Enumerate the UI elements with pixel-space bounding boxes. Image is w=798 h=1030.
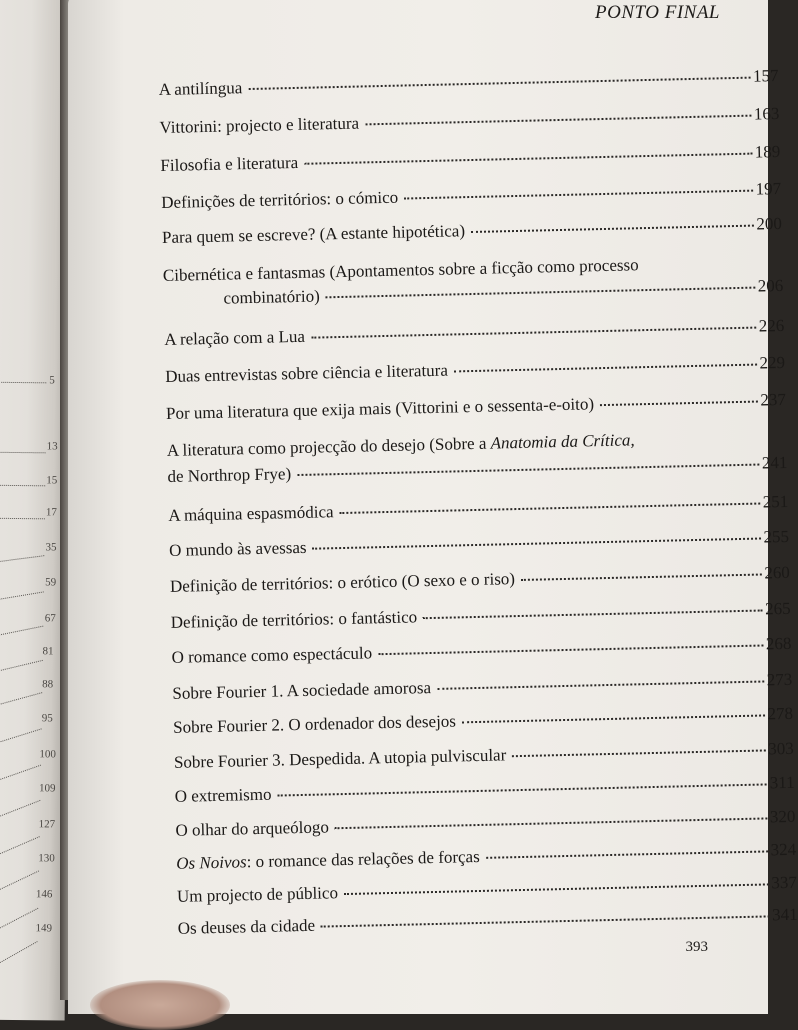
toc-entry-title-italic: Os Noivos xyxy=(176,852,247,873)
left-page-number: 15 xyxy=(46,474,58,487)
toc-leader-dots xyxy=(321,915,769,927)
leader-line xyxy=(0,728,42,742)
right-page xyxy=(68,0,798,1014)
toc-entry-title: Os deuses da cidade xyxy=(177,915,316,938)
toc-entry-title: O romance como espectáculo xyxy=(171,643,373,667)
toc-entry-page: 311 xyxy=(769,772,795,793)
toc-leader-dots xyxy=(600,401,757,407)
leader-line xyxy=(0,836,40,855)
leader-line xyxy=(0,941,38,964)
toc-entry-title-continued: combinatório) xyxy=(223,286,320,308)
toc-entry-page: 251 xyxy=(762,491,789,512)
left-page-number: 149 xyxy=(35,922,53,935)
finger-shadow xyxy=(90,980,230,1030)
toc-entry-page: 265 xyxy=(764,598,791,619)
toc-entry-page: 189 xyxy=(754,141,781,162)
left-page-number: 13 xyxy=(46,440,58,453)
toc-entry-title: Um projecto de público xyxy=(176,883,339,906)
toc-entry-page: 157 xyxy=(752,65,779,86)
left-page-number: 67 xyxy=(44,612,56,625)
toc-entry-page: 268 xyxy=(765,633,792,654)
toc-entry xyxy=(166,390,786,424)
left-page-number: 146 xyxy=(35,888,53,901)
leader-line xyxy=(0,908,38,930)
toc-entry-page: 260 xyxy=(764,562,791,583)
toc-entry-page: 278 xyxy=(767,703,794,724)
toc-leader-dots xyxy=(340,503,760,515)
toc-entry xyxy=(159,104,779,138)
toc-entry-page: 303 xyxy=(768,738,795,759)
toc-entry xyxy=(158,66,778,100)
toc-entry-title: Cibernética e fantasmas (Apontamentos sobre a ficção como processo xyxy=(162,255,639,286)
toc-entry-title: : o romance das relações de forças xyxy=(246,846,480,872)
leader-line xyxy=(0,555,44,562)
toc-leader-dots xyxy=(521,574,761,581)
toc-entry-title: Sobre Fourier 2. O ordenador dos desejos xyxy=(172,711,457,737)
toc-entry-title: A literatura como projecção do desejo (Sobre a xyxy=(166,433,491,460)
toc-entry xyxy=(172,670,792,704)
toc-entry-page: 229 xyxy=(759,352,786,373)
toc-entry-title: Por uma literatura que exija mais (Vittorini e o sessenta-e-oito) xyxy=(165,394,595,423)
toc-leader-dots xyxy=(486,850,768,858)
toc-leader-dots xyxy=(335,817,767,829)
toc-leader-dots xyxy=(326,287,755,299)
toc-entry-page: 320 xyxy=(769,806,796,827)
toc-entry-page: 273 xyxy=(766,669,793,690)
toc-entry xyxy=(173,704,793,738)
table-of-contents xyxy=(158,52,798,938)
toc-leader-dots xyxy=(304,153,752,165)
toc-entry xyxy=(161,179,781,213)
left-page-number: 59 xyxy=(45,576,57,589)
toc-entry-title: Vittorini: projecto e literatura xyxy=(159,113,360,138)
toc-entry-title: Duas entrevistas sobre ciência e literatura xyxy=(164,360,449,386)
leader-line xyxy=(0,765,41,781)
toc-entry-page: 324 xyxy=(770,839,797,860)
toc-entry-page: 237 xyxy=(760,389,787,410)
toc-entry-page: 200 xyxy=(756,213,783,234)
toc-entry-page: 163 xyxy=(753,103,780,124)
toc-leader-dots xyxy=(248,77,750,90)
toc-entry-title: O mundo às avessas xyxy=(168,537,307,560)
left-page-number: 17 xyxy=(45,506,57,519)
leader-line xyxy=(0,660,43,671)
leader-line xyxy=(1,382,46,383)
toc-entry xyxy=(168,492,788,526)
toc-leader-dots xyxy=(378,644,763,655)
leader-line xyxy=(0,485,45,486)
left-page-number: 88 xyxy=(42,678,54,691)
toc-entry-page: 255 xyxy=(763,526,790,547)
toc-entry xyxy=(163,252,784,310)
left-page-number: 95 xyxy=(41,712,53,725)
toc-entry-page: 241 xyxy=(761,452,788,473)
left-page-number: 5 xyxy=(49,374,55,387)
toc-entry-title: Definições de territórios: o cómico xyxy=(161,187,399,213)
toc-leader-dots xyxy=(297,464,759,476)
leader-line xyxy=(0,626,43,636)
toc-entry xyxy=(177,873,797,907)
left-page-number: 100 xyxy=(39,748,56,761)
toc-leader-dots xyxy=(512,749,765,757)
toc-entry xyxy=(175,807,795,841)
leader-line xyxy=(0,692,42,705)
toc-entry-title-line xyxy=(176,847,480,874)
toc-entry-title: Definição de territórios: o erótico (O sexo e o riso) xyxy=(169,569,516,596)
toc-entry-title: O extremismo xyxy=(174,784,272,806)
toc-leader-dots xyxy=(313,538,761,550)
toc-entry-title: Filosofia e literatura xyxy=(160,152,299,176)
toc-entry xyxy=(171,599,791,633)
leader-line xyxy=(0,870,39,890)
toc-leader-dots xyxy=(404,190,752,200)
toc-leader-dots xyxy=(344,883,768,895)
toc-entry xyxy=(165,353,785,387)
toc-leader-dots xyxy=(311,327,756,339)
toc-entry xyxy=(170,563,790,597)
toc-leader-dots xyxy=(462,714,765,723)
leader-line xyxy=(0,518,45,519)
toc-entry-title: Para quem se escreve? (A estante hipotética) xyxy=(161,221,466,248)
toc-entry-title: Sobre Fourier 1. A sociedade amorosa xyxy=(172,678,432,703)
page-number: 393 xyxy=(685,939,708,955)
toc-entry-title-continued: de Northrop Frye) xyxy=(167,464,292,486)
toc-leader-dots xyxy=(278,783,767,796)
left-page-number: 109 xyxy=(38,782,56,795)
left-page-number: 81 xyxy=(42,645,54,658)
toc-entry-title: A relação com a Lua xyxy=(164,326,306,349)
leader-line xyxy=(0,591,44,599)
toc-leader-dots xyxy=(454,364,757,373)
left-page-number: 127 xyxy=(38,818,56,831)
toc-entry-title: Definição de territórios: o fantástico xyxy=(170,607,418,632)
left-page-number: 130 xyxy=(38,852,55,865)
toc-entry-title: A antilíngua xyxy=(158,78,243,100)
toc-entry xyxy=(169,527,789,561)
toc-leader-dots xyxy=(437,680,764,689)
toc-entry-page: 226 xyxy=(758,315,785,336)
toc-entry xyxy=(160,142,780,176)
toc-entry-title: O olhar do arqueólogo xyxy=(175,817,330,840)
toc-entry-title: A máquina espasmódica xyxy=(168,502,334,525)
toc-entry-title: Sobre Fourier 3. Despedida. A utopia pulviscular xyxy=(173,745,507,772)
toc-entry xyxy=(164,316,784,350)
left-page-number: 35 xyxy=(45,541,57,554)
toc-leader-dots xyxy=(365,115,751,126)
toc-entry-title-italic: Anatomia da Crítica, xyxy=(490,430,635,453)
leader-line xyxy=(0,800,40,817)
toc-entry xyxy=(175,773,795,807)
toc-entry xyxy=(167,427,788,487)
toc-entry-page: 341 xyxy=(771,904,798,925)
toc-leader-dots xyxy=(471,225,753,233)
toc-entry xyxy=(174,739,794,773)
leader-line xyxy=(1,452,46,453)
toc-entry-page: 206 xyxy=(757,275,784,296)
toc-entry-page: 197 xyxy=(755,178,782,199)
toc-leader-dots xyxy=(423,610,762,620)
toc-entry xyxy=(178,905,798,939)
toc-entry xyxy=(171,634,791,668)
toc-entry-page: 337 xyxy=(771,872,798,893)
toc-entry xyxy=(162,214,782,248)
toc-entry xyxy=(176,840,796,874)
running-head: PONTO FINAL xyxy=(595,2,720,23)
